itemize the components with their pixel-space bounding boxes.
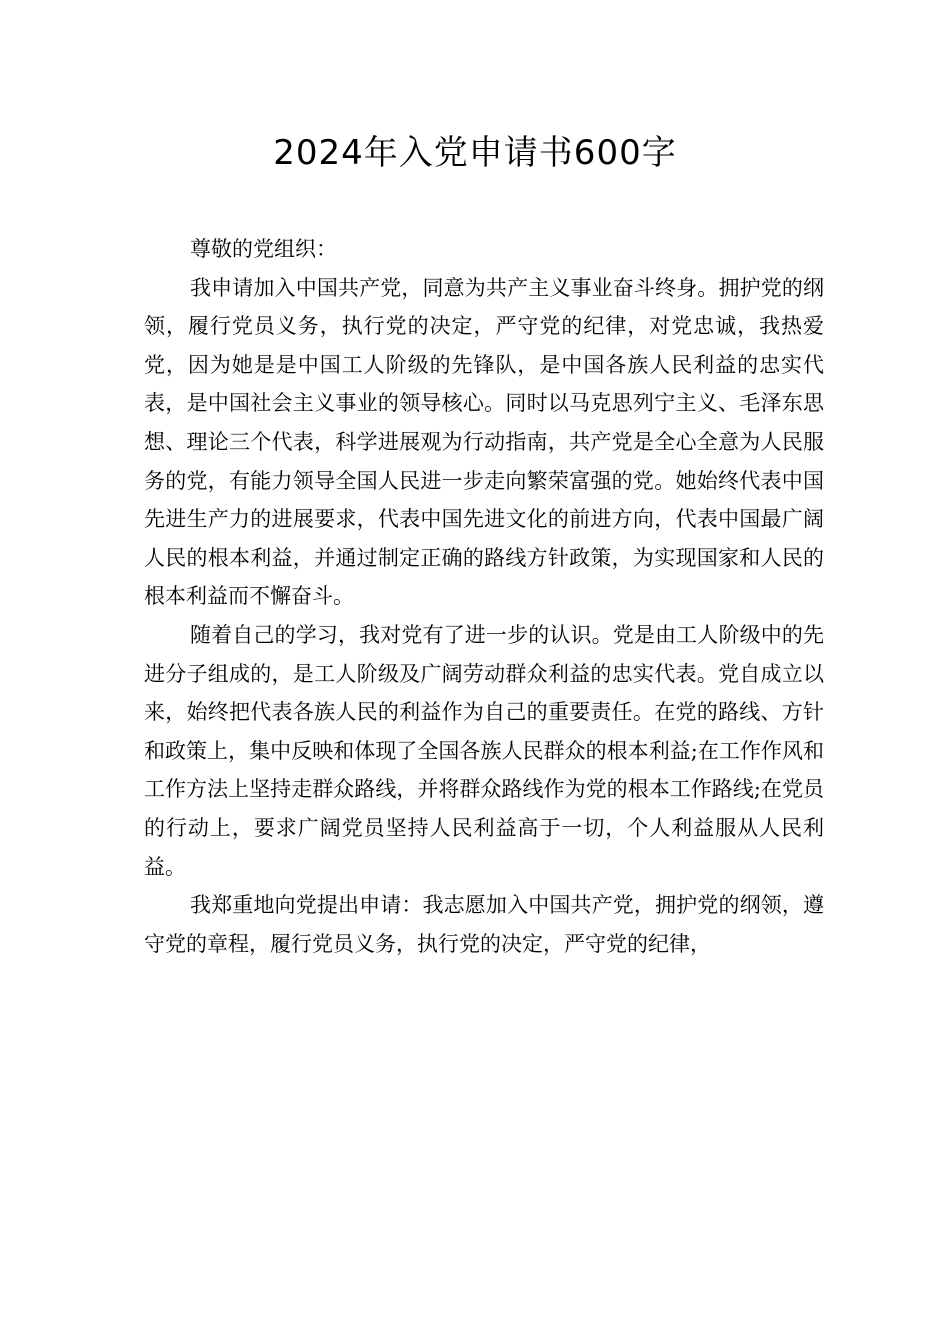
document-body bbox=[144, 230, 824, 963]
document-title: 2024年入党申请书600字 bbox=[273, 133, 677, 173]
paragraph-2: 随着自己的学习，我对党有了进一步的认识。党是由工人阶级中的先进分子组成的，是工人阶级及广阔劳动群众利益的忠实代表。党自成立以来，始终把代表各族人民的利益作为自己的重要责任。在党的路线、方针和政策上，集中反映和体现了全国各族人民群众的根本利益;在工作作风和工作方法上坚持走群众路线，并将群众路线作为党的根本工作路线;在党员的行动上，要求广阔党员坚持人民利益高于一切，个人利益服从人民利益。 bbox=[144, 622, 824, 879]
salutation: 尊敬的党组织： bbox=[190, 237, 337, 261]
paragraph-3: 我郑重地向党提出申请：我志愿加入中国共产党，拥护党的纲领，遵守党的章程，履行党员义务，执行党的决定，严守党的纪律， bbox=[144, 893, 824, 956]
paragraph-1: 我申请加入中国共产党，同意为共产主义事业奋斗终身。拥护党的纲领，履行党员义务，执行党的决定，严守党的纪律，对党忠诚，我热爱党，因为她是是中国工人阶级的先锋队，是中国各族人民利益的忠实代表，是中国社会主义事业的领导核心。同时以马克思列宁主义、毛泽东思想、理论三个代表，科学进展观为行动指南，共产党是全心全意为人民服务的党，有能力领导全国人民进一步走向繁荣富强的党。她始终代表中国先进生产力的进展要求，代表中国先进文化的前进方向，代表中国最广阔人民的根本利益，并通过制定正确的路线方针政策，为实现国家和人民的根本利益而不懈奋斗。 bbox=[144, 275, 824, 609]
